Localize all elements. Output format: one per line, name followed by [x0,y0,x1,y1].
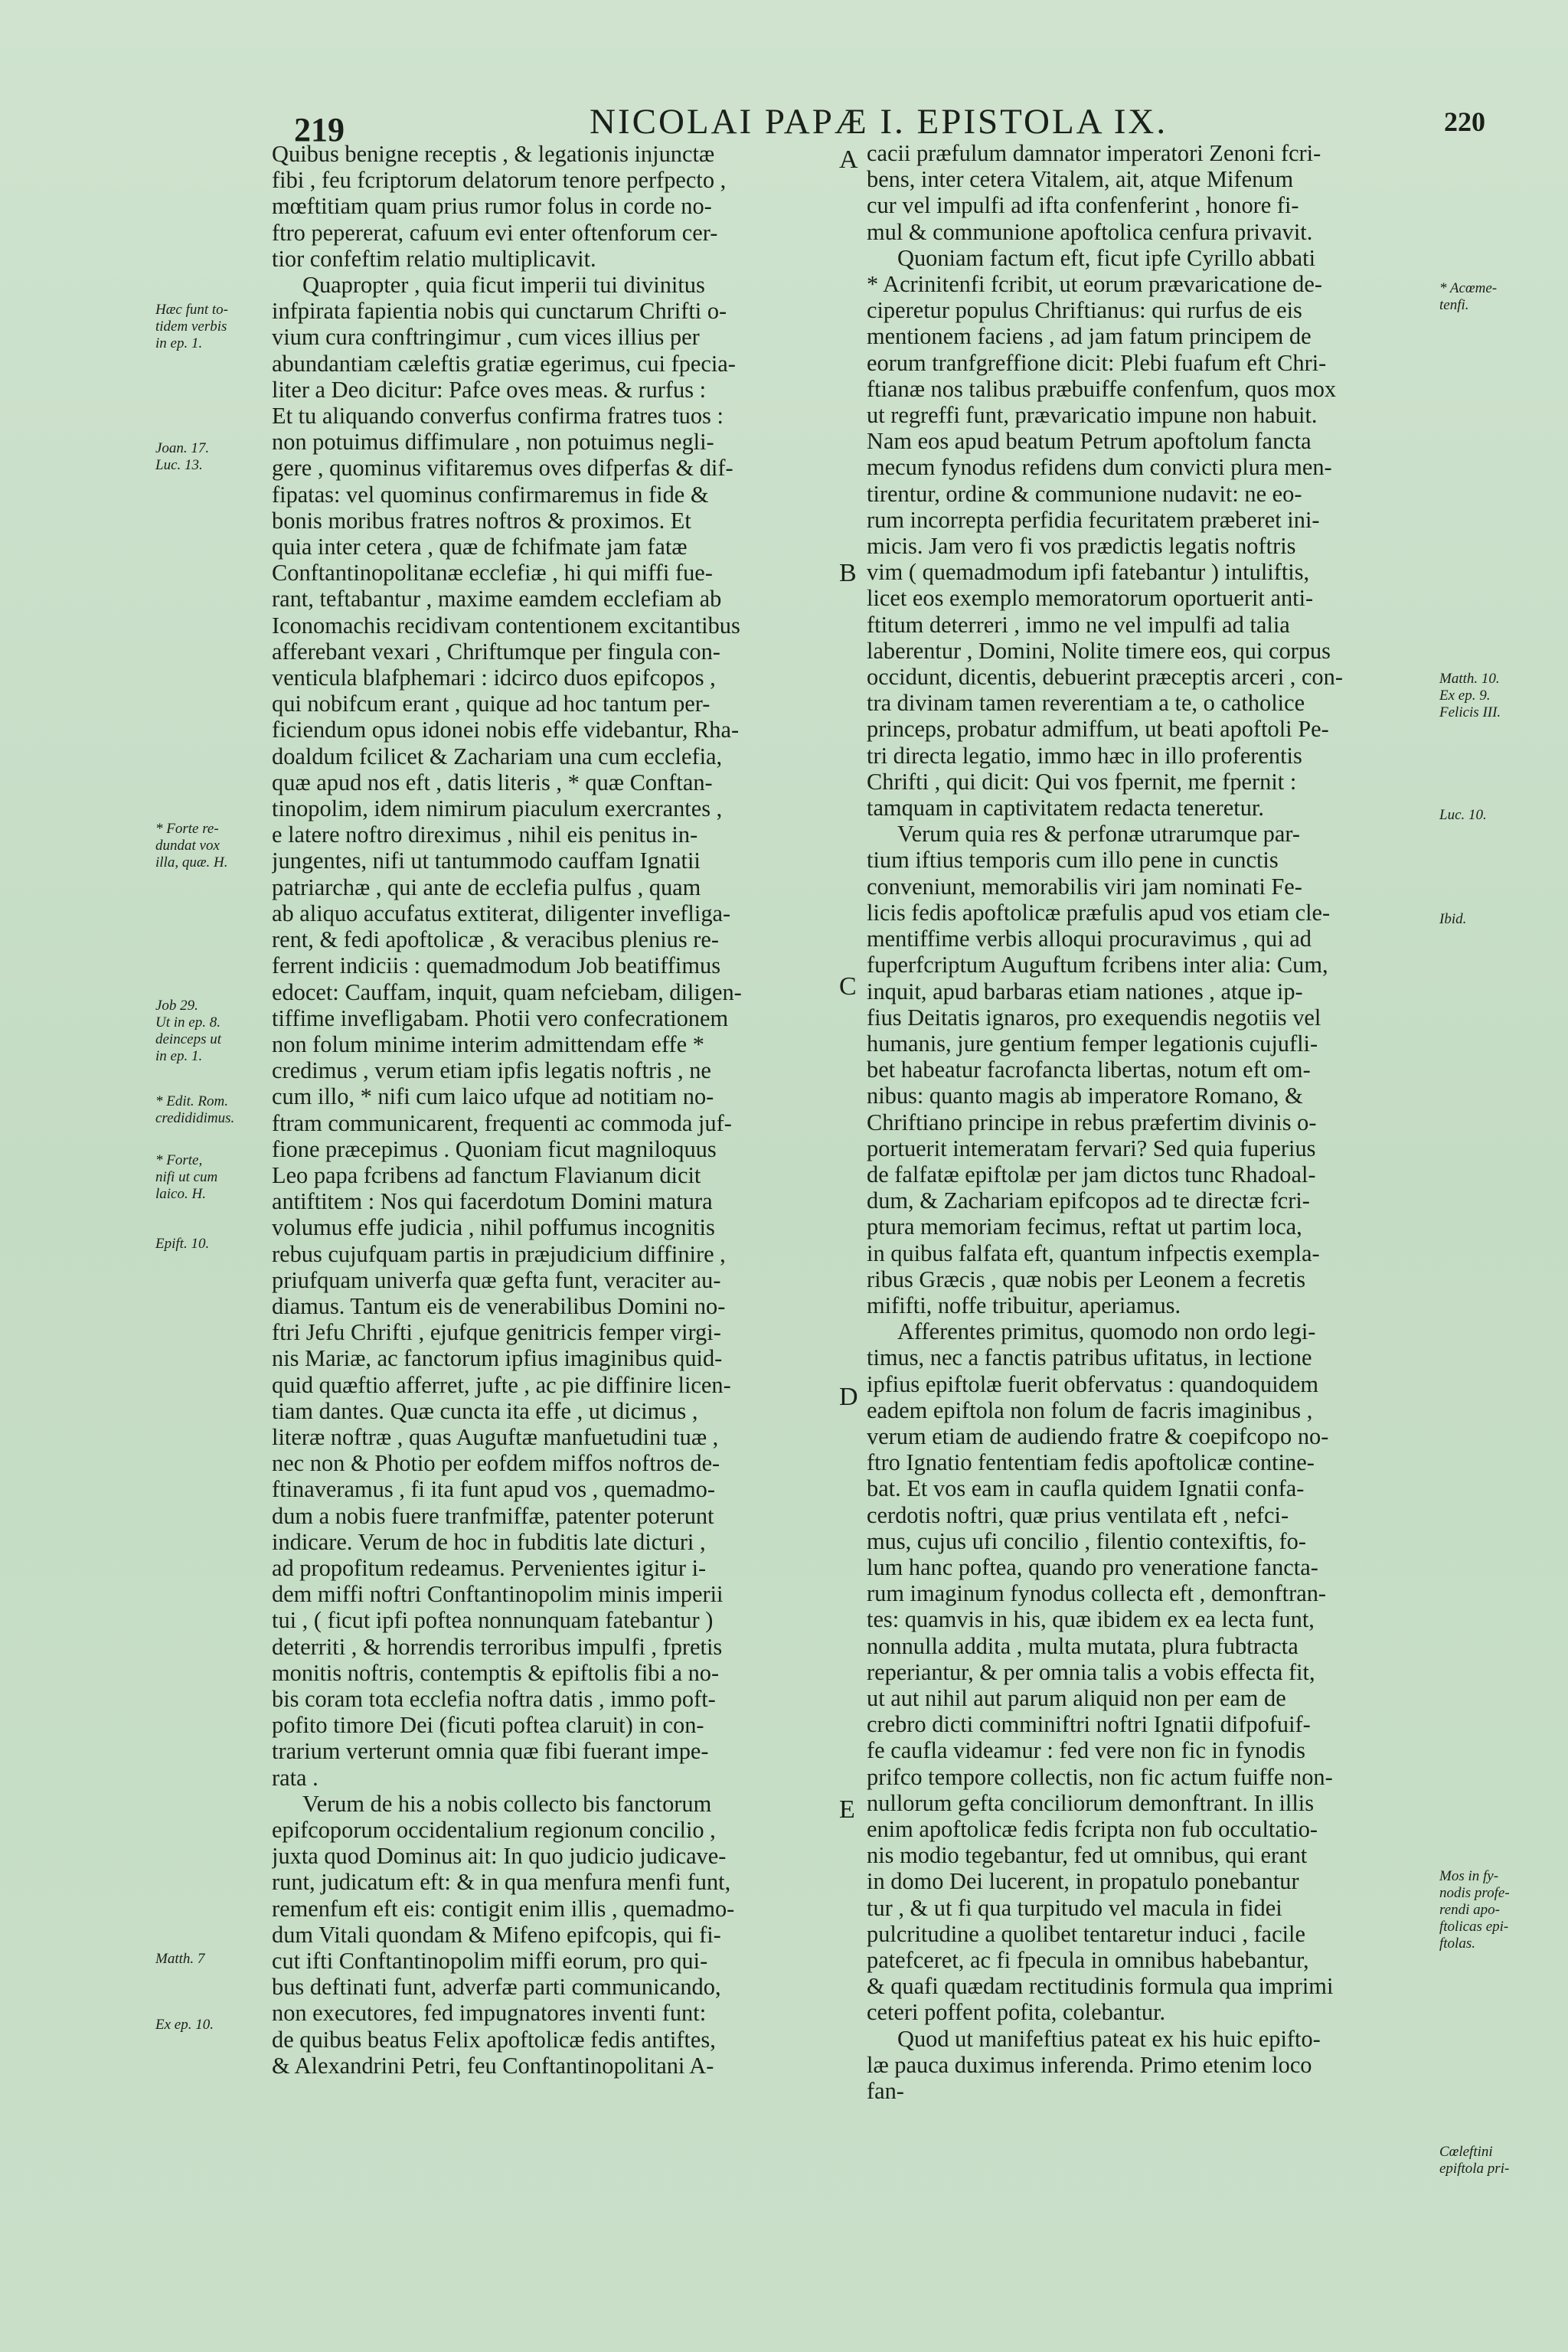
margin-note: Joan. 17. Luc. 13. [155,440,210,473]
paragraph: Quod ut manifeftius pateat ex his huic epifto- læ pauca duximus inferenda. Primo etenim loco fan- [867,2025,1321,2105]
paragraph: Verum quia res & perfonæ utrarumque par- tium iftius temporis cum illo pene in cunctis conveniunt, memorabilis viri jam nominati Fe- licis fedis apoftolicæ præfulis apud vos etiam cle- mentiffime verbis alloqui procuravimus , qui ad fuperfcriptum Auguftum fcribens inter alia: Cum, inquit, apud barbaras etiam nationes , atque ip- fius Deitatis ignaros, pro exequendis negotiis vel humanis, jure gentium femper legationis cujufli- bet habeatur facrofancta libertas, notum eft om- nibus: quanto magis ab imperatore Romano, & Chriftiano principe in rebus præfertim divinis o- portuerit intemeratam fervari? Sed quia fuperius de falfatæ epiftolæ per jam dictos tunc Rhadoal- dum, & Zachariam epifcopos ad te directæ fcri- ptura memoriam fecimus, reftat ut partim loca, in quibus falfata eft, quantum infpectis exempla- ribus Græcis , quæ nobis per Leonem a fecretis mififti, noffe tribuitur, aperiamus. [867,821,1331,1318]
section-letter-c: C [839,972,857,1001]
page-number-left: 219 [294,111,345,149]
right-text-column [867,140,1438,2200]
paragraph: Afferentes primitus, quomodo non ordo legi- timus, nec a fanctis patribus ufitatus, in lectione ipfius epiftolæ fuerit obfervatus : quandoquidem eadem epiftola non folum de facris imaginibus , verum etiam de audiendo fratre & coepifcopo no- ftro Ignatio fententiam fedis apoftolicæ contine- bat. Et vos eam in caufla quidem Ignatii confa- cerdotis noftri, quæ prius ventilata eft , nefci- mus, cujus ufi concilio , filentio contexiftis, fo- lum hanc poftea, quando pro veneratione fancta- rum imaginum fynodus collecta eft , demonftran- tes: quamvis in his, quæ ibidem ex ea lecta funt, nonnulla addita , multa mutata, plura fubtracta reperiantur, & per omnia talis a vobis effecta fit, ut aut nihil aut parum aliquid non per eam de crebro dicti comminiftri noftri Ignatii difpofuif- fe caufla videamur : fed vere non fic in fynodis prifco tempore collectis, non fic actum fuiffe non- nullorum gefta conciliorum demonftrant. In illis enim apoftolicæ fedis fcripta non fub occultatio- nis modio tegebantur, fed ut omnibus, qui erant in domo Dei lucerent, in propatulo ponebantur tur , & ut fi qua turpitudo vel macula in fidei pulcritudine a quolibet tentaretur induci , facile patefceret, ac fi fpecula in omnibus habebantur, & quafi quædam rectitudinis formula qua imprimi ceteri poffent pofita, colebantur. [867,1318,1334,2026]
margin-note: Matth. 10. Ex ep. 9. Felicis III. [1439,671,1501,720]
page-title: NICOLAI PAPÆ I. EPISTOLA IX. [590,102,1168,142]
margin-note: Ex ep. 10. [155,2017,214,2033]
margin-note: Job 29. Ut in ep. 8. deinceps ut in ep. 1. [155,998,222,1064]
section-letter-a: A [839,145,858,174]
section-letter-b: B [839,559,857,587]
margin-note: Luc. 10. [1439,807,1487,823]
paragraph: Quoniam factum eft, ficut ipfe Cyrillo abbati * Acrinitenfi fcribit, ut eorum prævaricatione de- ciperetur populus Chriftianus: qui rurfus de eis mentionem faciens , ad jam fatum principem de eorum tranfgreffione dicit: Plebi fuafum eft Chri- ftianæ nos talibus præbuiffe confenfum, quos mox ut regreffi funt, prævaricatio impune non habuit. Nam eos apud beatum Petrum apoftolum fancta mecum fynodus refidens dum convicti plura men- tirentur, ordine & communione nudavit: ne eo- rum incorrepta perfidia fecuritatem præberet ini- micis. Jam vero fi vos prædictis legatis noftris vim ( quemadmodum ipfi fatebantur ) intuliftis, licet eos exemplo memoratorum oportuerit anti- ftitum deterreri , immo ne vel impulfi ad talia laberentur , Domini, Nolite timere eos, qui corpus occidunt, dicentis, debuerint præceptis arceri , con- tra divinam tamen reverentiam a te, o catholice princeps, probatur admiffum, ut beati apoftoli Pe- tri directa legatio, immo hæc in illo proferentis Chrifti , qui dicit: Qui vos fpernit, me fpernit : tamquam in captivitatem redacta teneretur. [867,244,1343,822]
section-letter-d: D [839,1383,858,1411]
margin-note: Matth. 7 [155,1951,205,1967]
margin-note: * Acœme- tenfi. [1439,280,1498,313]
margin-note: Cœleftini epiftola pri- [1439,2144,1510,2177]
paragraph: cacii præfulum damnator imperatori Zenoni fcri- bens, inter cetera Vitalem, ait, atque Mifenum cur vel impulfi ad ifta confenferint , honore fi- mul & communione apoftolica cenfura privavit. [867,140,1321,245]
section-letter-e: E [839,1795,855,1824]
margin-note: Mos in fy- nodis profe- rendi apo- ftolicas epi- ftolas. [1439,1868,1510,1952]
paragraph: Verum de his a nobis collecto bis fanctorum epifcoporum occidentalium regionum concilio , juxta quod Dominus ait: In quo judicio judicave- runt, judicatum eft: & in qua menfura menfi funt, remenfum eft eis: contigit enim illis , quemadmo- dum Vitali quondam & Mifeno epifcopis, qui fi- cut ifti Conftantinopolim miffi eorum, pro qui- bus deftinati funt, adverfæ parti communicando, non executores, fed impugnatores inventi funt: de quibus beatus Felix apoftolicæ fedis antiftes, & Alexandrini Petri, feu Conftantinopolitani A- [272,1790,735,2079]
margin-note: Ibid. [1439,911,1467,927]
margin-note: Epift. 10. [155,1236,210,1252]
page-number-right: 220 [1444,106,1485,137]
margin-note: Hæc funt to- tidem verbis in ep. 1. [155,302,228,351]
margin-note: * Forte, nifi ut cum laico. H. [155,1152,218,1202]
margin-note: * Forte re- dundat vox illa, quæ. H. [155,821,228,871]
left-text-column [272,141,835,2193]
paragraph: Quapropter , quia ficut imperii tui divinitus infpirata fapientia nobis qui cunctarum Chrifti o- vium cura conftringimur , cum vices illius per abundantiam cæleftis gratiæ egerimus, cui fpecia- liter a Deo dicitur: Pafce oves meas. & rurfus : Et tu aliquando converfus confirma fratres tuos : non potuimus diffimulare , non potuimus negli- gere , quominus vifitaremus oves difperfas & dif- fipatas: vel quominus confirmaremus in fide & bonis moribus fratres noftros & proximos. Et quia inter cetera , quæ de fchifmate jam fatæ Conftantinopolitanæ ecclefiæ , hi qui miffi fue- rant, teftabantur , maxime eamdem ecclefiam ab Iconomachis recidivam contentionem excitantibus afferebant vexari , Chriftumque per fingula con- venticula blafphemari : idcirco duos epifcopos , qui nobifcum erant , quique ad hoc tantum per- ficiendum opus idonei nobis effe videbantur, Rha- doaldum fcilicet & Zachariam una cum ecclefia, quæ apud nos eft , datis literis , * quæ Conftan- tinopolim, idem nimirum piaculum exercrantes , e latere noftro direximus , nihil eis penitus in- jungentes, nifi ut tantummodo cauffam Ignatii patriarchæ , qui ante de ecclefia pulfus , quam ab aliquo accufatus extiterat, diligenter invefliga- rent, & fedi apoftolicæ , & veracibus plenius re- ferrent indiciis : quemadmodum Job beatiffimus edocet: Cauffam, inquit, quam nefciebam, diligen- tiffime invefligabam. Photii vero confecrationem non folum minime interim admittendam effe * credimus , verum etiam ipfis legatis noftris , ne cum illo, * nifi cum laico ufque ad notitiam no- ftram communicarent, frequenti ac commoda juf- fione præcepimus . Quoniam ficut magniloquus Leo papa fcribens ad fanctum Flavianum dicit antiftitem : Nos qui facerdotum Domini matura volumus effe judicia , nihil poffumus incognitis rebus cujufquam partis in præjudicium diffinire , priufquam univerfa quæ gefta funt, veraciter au- diamus. Tantum eis de venerabilibus Domini no- ftri Jefu Chrifti , ejufque genitricis femper virgi- nis Mariæ, ac fanctorum ipfius imaginibus quid- quid quæftio afferret, jufte , ac pie diffinire licen- tiam dantes. Quæ cuncta ita effe , ut dicimus , literæ noftræ , quas Auguftæ manfuetudini tuæ , nec non & Photio per eofdem miffos noftros de- ftinaveramus , fi ita funt apud vos , quemadmo- dum a nobis fuere tranfmiffæ, patenter poterunt indicare. Verum de hoc in fubditis late dicturi , ad propofitum redeamus. Pervenientes igitur i- dem miffi noftri Conftantinopolim minis imperii tui , ( ficut ipfi poftea nonnunquam fatebantur ) deterriti , & horrendis terroribus impulfi , fpretis monitis noftris, contemptis & epiftolis fibi a no- bis coram tota ecclefia noftra datis , immo poft- pofito timore Dei (ficuti poftea claruit) in con- trarium verterunt omnia quæ fibi fuerant impe- rata . [272,272,742,1791]
margin-note: * Edit. Rom. credididimus. [155,1093,235,1126]
paragraph: Quibus benigne receptis , & legationis injunctæ fibi , feu fcriptorum delatorum tenore perfpecto , mœftitiam quam prius rumor folus in corde no- ftro pepererat, cafuum evi enter oftenforum cer- tior confeftim relatio multiplicavit. [272,141,727,272]
